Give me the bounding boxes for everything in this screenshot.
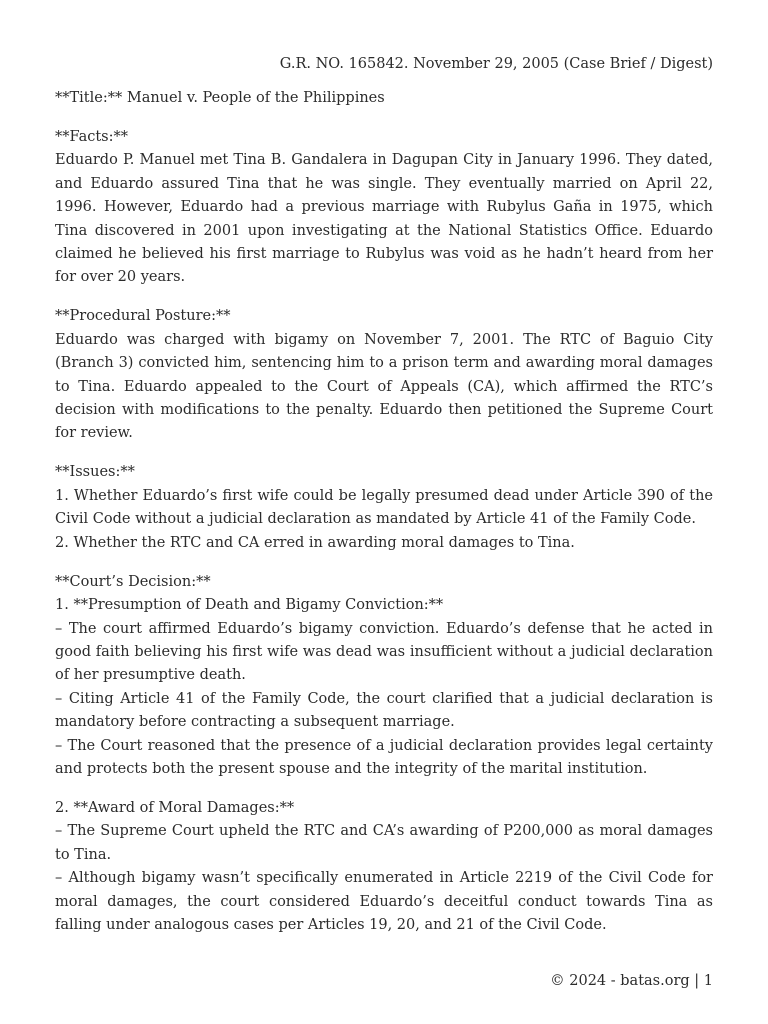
facts-heading: **Facts:** <box>55 129 128 145</box>
decision-section <box>55 571 713 782</box>
page-footer: © 2024 - batas.org | 1 <box>550 973 713 989</box>
document-body <box>55 87 713 953</box>
damages-section <box>55 797 713 937</box>
decision-subheading-damages: 2. **Award of Moral Damages:** <box>55 799 295 816</box>
procedural-heading: **Procedural Posture:** <box>55 308 231 325</box>
case-header: G.R. NO. 165842. November 29, 2005 (Case Brief / Digest) <box>279 56 713 72</box>
facts-text: Eduardo P. Manuel met Tina B. Gandalera in Dagupan City in January 1996. They dated, and Eduardo assured Tina that he was single. They eventually married on April 22, 1996. However, Eduardo had a previous marriage with Rubylus Gaña in 1975, which Tina discovered in 2001 upon investigating at the National Statistics Office. Eduardo claimed he believed his first marriage to Rubylus was void as he hadn’t heard from her for over 20 years. <box>55 152 713 286</box>
decision-point: – Although bigamy wasn’t specifically enumerated in Article 2219 of the Civil Code for moral damages, the court considered Eduardo’s deceitful conduct towards Tina as falling under analogous cases per Articles 19, 20, and 21 of the Civil Code. <box>55 870 713 933</box>
facts-section <box>55 126 713 290</box>
decision-heading: **Court’s Decision:** <box>55 573 211 590</box>
issue-item: 1. Whether Eduardo’s first wife could be legally presumed dead under Article 390 of the Civil Code without a judicial declaration as mandated by Article 41 of the Family Code. <box>55 487 713 528</box>
procedural-text: Eduardo was charged with bigamy on November 7, 2001. The RTC of Baguio City (Branch 3) convicted him, sentencing him to a prison term and awarding moral damages to Tina. Eduardo appealed to the Court of Appeals (CA), which affirmed the RTC’s decision with modifications to the penalty. Eduardo then petitioned the Supreme Court for review. <box>55 331 713 442</box>
issues-heading: **Issues:** <box>55 464 135 481</box>
decision-subheading-presumption: 1. **Presumption of Death and Bigamy Conviction:** <box>55 597 444 614</box>
case-title: **Title:** Manuel v. People of the Philippines <box>55 90 385 106</box>
procedural-section <box>55 305 713 445</box>
decision-point: – The Court reasoned that the presence of a judicial declaration provides legal certainty and protects both the present spouse and the integrity of the marital institution. <box>55 737 713 777</box>
decision-point: – The court affirmed Eduardo’s bigamy conviction. Eduardo’s defense that he acted in good faith believing his first wife was dead was insufficient without a judicial declaration of her presumptive death. <box>55 620 713 684</box>
decision-point: – Citing Article 41 of the Family Code, the court clarified that a judicial declaration is mandatory before contracting a subsequent marriage. <box>55 690 713 731</box>
issue-item: 2. Whether the RTC and CA erred in awarding moral damages to Tina. <box>55 534 575 551</box>
issues-section <box>55 461 713 555</box>
decision-point: – The Supreme Court upheld the RTC and CA’s awarding of P200,000 as moral damages to Tina. <box>55 823 713 863</box>
